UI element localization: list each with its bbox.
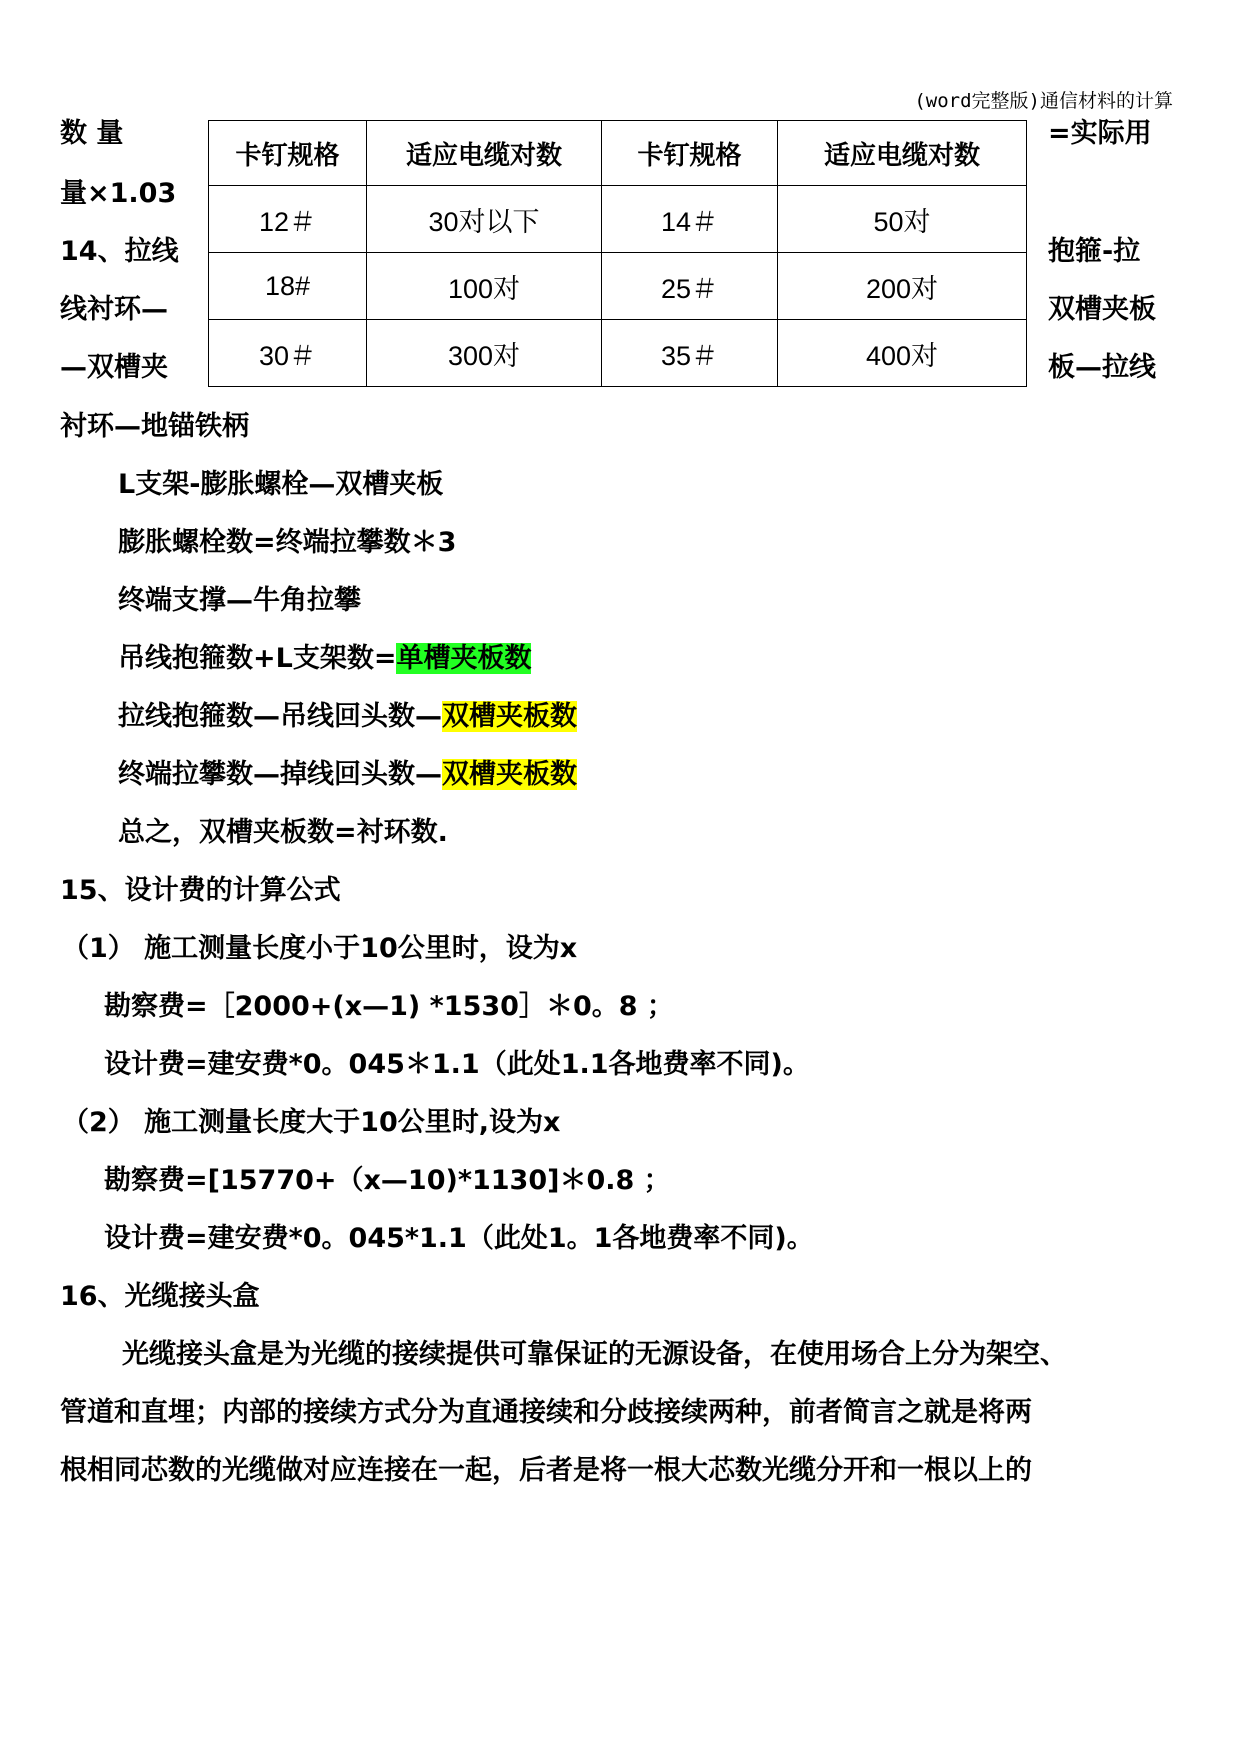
table-cell: 25＃ <box>602 253 778 320</box>
text-line: 勘察费=［2000+(x—1) *1530］＊0。8 ； <box>104 991 674 1022</box>
table-row <box>209 186 1027 253</box>
wrap-right-1: =实际用 <box>1048 118 1152 149</box>
table-cell: 100对 <box>367 253 602 320</box>
text-line: （1） 施工测量长度小于10公里时，设为x <box>62 933 578 964</box>
table-cell: 50对 <box>778 186 1027 253</box>
table-row <box>209 320 1027 387</box>
table-cell: 30＃ <box>209 320 367 387</box>
highlight-yellow: 双槽夹板数 <box>442 759 577 790</box>
table-cell: 400对 <box>778 320 1027 387</box>
text-segment: 拉线抱箍数—吊线回头数— <box>118 701 442 732</box>
wrap-left-2: 量×1.03 <box>60 178 177 209</box>
text-segment: 吊线抱箍数+L支架数= <box>118 643 397 674</box>
text-line: （2） 施工测量长度大于10公里时,设为x <box>62 1107 561 1138</box>
table-cell: 30对以下 <box>367 186 602 253</box>
text-line: 衬环—地锚铁柄 <box>60 411 249 442</box>
table-header-row <box>209 121 1027 186</box>
table-cell: 300对 <box>367 320 602 387</box>
wrap-text: 数 量 <box>60 118 124 149</box>
text-line <box>118 703 577 730</box>
text-line: 勘察费=[15770+（x—10)*1130]＊0.8 ； <box>104 1165 671 1196</box>
wrap-left-3: 14、拉线 <box>60 236 179 267</box>
text-line <box>118 645 531 672</box>
text-line: 终端支撑—牛角拉攀 <box>118 585 361 616</box>
text-line: 膨胀螺栓数=终端拉攀数＊3 <box>118 527 457 558</box>
text-line: 管道和直埋；内部的接续方式分为直通接续和分歧接续两种，前者简言之就是将两 <box>60 1397 1032 1428</box>
table-header-cell: 适应电缆对数 <box>778 121 1027 186</box>
table-header-cell: 卡钉规格 <box>602 121 778 186</box>
wrap-right-4: 双槽夹板 <box>1048 294 1156 325</box>
table-cell: 14＃ <box>602 186 778 253</box>
text-line: L支架-膨胀螺栓—双槽夹板 <box>118 469 444 500</box>
wrap-left-4: 线衬环— <box>60 294 168 325</box>
wrap-left-5: —双槽夹 <box>60 352 168 383</box>
table-cell: 12＃ <box>209 186 367 253</box>
staple-spec-table <box>208 120 1027 387</box>
text-line: 根相同芯数的光缆做对应连接在一起，后者是将一根大芯数光缆分开和一根以上的 <box>60 1455 1032 1486</box>
text-line: 设计费=建安费*0。045＊1.1（此处1.1各地费率不同)。 <box>104 1049 810 1080</box>
table-cell: 18# <box>209 253 367 320</box>
text-line: 设计费=建安费*0。045*1.1（此处1。1各地费率不同)。 <box>104 1223 814 1254</box>
text-line: 光缆接头盒是为光缆的接续提供可靠保证的无源设备，在使用场合上分为架空、 <box>122 1339 1067 1370</box>
section-heading: 16、光缆接头盒 <box>60 1281 260 1312</box>
table-cell: 200对 <box>778 253 1027 320</box>
table-header-cell: 适应电缆对数 <box>367 121 602 186</box>
highlight-yellow: 双槽夹板数 <box>442 701 577 732</box>
text-line <box>118 761 577 788</box>
page-header: (word完整版)通信材料的计算 <box>914 90 1173 112</box>
wrap-right-5: 板—拉线 <box>1048 352 1156 383</box>
section-heading: 15、设计费的计算公式 <box>60 875 341 906</box>
wrap-left-1 <box>60 120 190 147</box>
table-cell: 35＃ <box>602 320 778 387</box>
text-segment: 终端拉攀数—掉线回头数— <box>118 759 442 790</box>
wrap-right-3: 抱箍-拉 <box>1048 236 1141 267</box>
table-header-cell: 卡钉规格 <box>209 121 367 186</box>
text-line: 总之，双槽夹板数=衬环数. <box>118 817 448 848</box>
table-row <box>209 253 1027 320</box>
highlight-green: 单槽夹板数 <box>396 643 532 674</box>
